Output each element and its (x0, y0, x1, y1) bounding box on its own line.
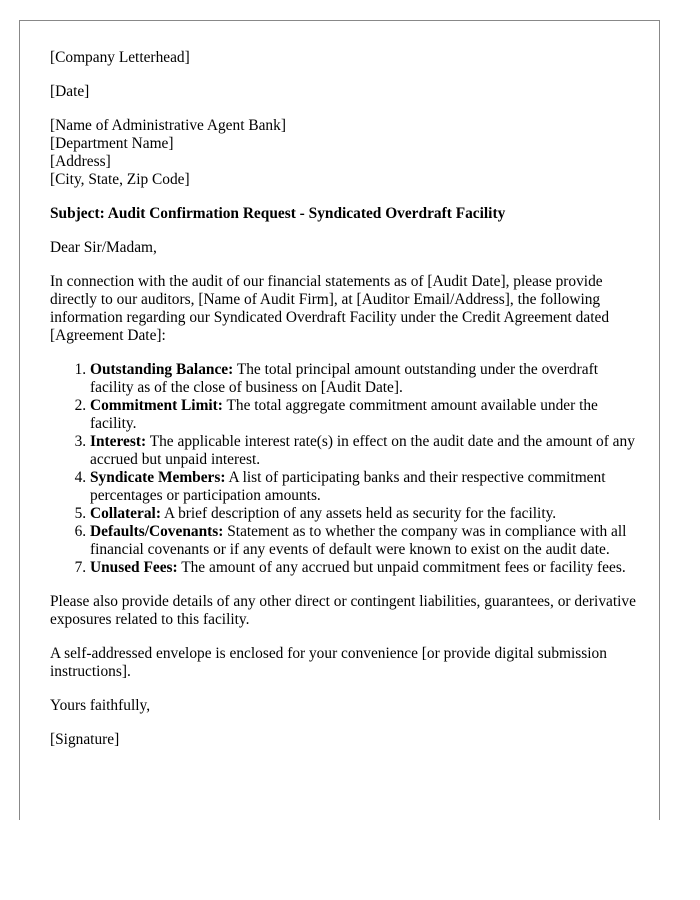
list-item-term: Collateral: (90, 505, 161, 522)
list-item-term: Outstanding Balance: (90, 361, 234, 378)
list-item (90, 397, 640, 433)
list-item (90, 523, 640, 559)
list-item (90, 433, 640, 469)
recipient-department: [Department Name] (50, 135, 174, 152)
list-item-term: Defaults/Covenants: (90, 523, 224, 540)
recipient-address-block (50, 117, 640, 189)
salutation: Dear Sir/Madam, (50, 239, 157, 256)
intro-paragraph: In connection with the audit of our financial statements as of [Audit Date], please provide directly to our auditors, [Name of Audit Firm], at [Auditor Email/Address], the following information regarding our Syndicated Overdraft Facility under the Credit Agreement dated [Agreement Date]: (50, 273, 610, 344)
list-item (90, 469, 640, 505)
list-item-term: Syndicate Members: (90, 469, 226, 486)
list-item-text: The applicable interest rate(s) in effect on the audit date and the amount of any accrued but unpaid interest. (90, 433, 635, 468)
list-item-term: Interest: (90, 433, 147, 450)
envelope-paragraph: A self-addressed envelope is enclosed for your convenience [or provide digital submission instructions]. (50, 645, 607, 680)
letter-content (50, 49, 640, 765)
requested-information-list (50, 361, 640, 577)
recipient-bank-name: [Name of Administrative Agent Bank] (50, 117, 286, 134)
letter-date: [Date] (50, 83, 90, 100)
list-item (90, 361, 640, 397)
recipient-address: [Address] (50, 153, 111, 170)
list-item-text: A brief description of any assets held as security for the facility. (160, 505, 557, 522)
other-liabilities-paragraph: Please also provide details of any other direct or contingent liabilities, guarantees, or derivative exposures related to this facility. (50, 593, 636, 628)
letter-page (19, 20, 660, 820)
company-letterhead: [Company Letterhead] (50, 49, 190, 66)
list-item-term: Commitment Limit: (90, 397, 223, 414)
list-item-text: A list of participating banks and their respective commitment percentages or participation amounts. (90, 469, 606, 504)
closing: Yours faithfully, (50, 697, 151, 714)
list-item-text: The total principal amount outstanding under the overdraft facility as of the close of business on [Audit Date]. (90, 361, 598, 396)
recipient-city-state-zip: [City, State, Zip Code] (50, 171, 190, 188)
list-item (90, 505, 640, 523)
list-item-term: Unused Fees: (90, 559, 178, 576)
list-item-text: The total aggregate commitment amount available under the facility. (90, 397, 598, 432)
signature: [Signature] (50, 731, 120, 748)
list-item-text: Statement as to whether the company was in compliance with all financial covenants or if any events of default were known to exist on the audit date. (90, 523, 627, 558)
list-item-text: The amount of any accrued but unpaid commitment fees or facility fees. (177, 559, 626, 576)
list-item (90, 559, 640, 577)
letter-subject: Subject: Audit Confirmation Request - Syndicated Overdraft Facility (50, 205, 506, 222)
